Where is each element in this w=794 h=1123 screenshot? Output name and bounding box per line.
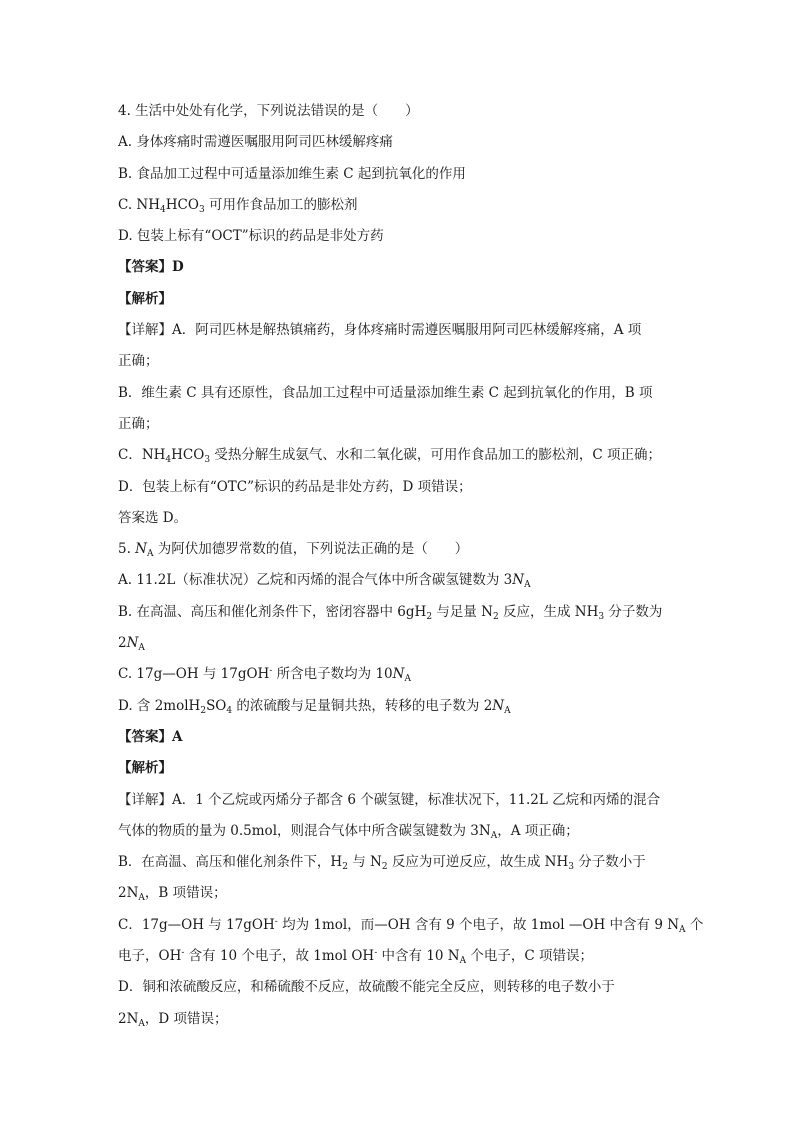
q4-detail-a-line2: 正确； bbox=[118, 353, 159, 370]
q4-option-b: B. 食品加工过程中可适量添加维生素 C 起到抗氧化的作用 bbox=[118, 165, 466, 182]
q5-detail-a-line2: 气体的物质的量为 0.5mol，则混合气体中所含碳氢键数为 $3N_A$，A 项正确； bbox=[118, 822, 579, 841]
q4-option-c: C. $NH_4HCO_3$ 可用作食品加工的膨松剂 bbox=[118, 196, 358, 215]
q4-detail-b-line2: 正确； bbox=[118, 415, 159, 432]
q5-detail-c-line2: 电子，OH- 含有 10 个电子，故 1mol OH- 中含有 10 $N_A$ 个电子，C 项错误； bbox=[118, 948, 594, 967]
document-page bbox=[118, 100, 704, 1039]
q5-detail-b-line2: $2N_A$，B 项错误； bbox=[118, 885, 227, 904]
q4-analysis-label: 【解析】 bbox=[118, 290, 172, 307]
q4-detail-a-line1: 【详解】A．阿司匹林是解热镇痛药，身体疼痛时需遵医嘱服用阿司匹林缓解疼痛，A 项 bbox=[118, 322, 642, 339]
q5-stem: 5. $N_A$ 为阿伏加德罗常数的值，下列说法正确的是（ ） bbox=[118, 541, 469, 560]
q5-option-b-line1: B. 在高温、高压和催化剂条件下，密闭容器中 $6gH_2$ 与足量 $N_2$ 反应，生成 $NH_3$ 分子数为 bbox=[118, 603, 663, 622]
q4-answer: 【答案】D bbox=[118, 259, 184, 276]
q5-answer: 【答案】A bbox=[118, 728, 183, 745]
q5-analysis-label: 【解析】 bbox=[118, 760, 172, 777]
q5-option-b-line2: $2N_A$ bbox=[118, 635, 145, 654]
q5-detail-d-line1: D．铜和浓硫酸反应，和稀硫酸不反应，故硫酸不能完全反应，则转移的电子数小于 bbox=[118, 979, 615, 996]
q4-stem: 4. 生活中处处有化学，下列说法错误的是（ ） bbox=[118, 103, 419, 119]
q5-detail-c-line1: C．17g—OH 与 17gOH- 均为 1mol，而—OH 含有 9 个电子，故 1mol —OH 中含有 9 $N_A$ 个 bbox=[118, 916, 704, 935]
q5-detail-b-line1: B．在高温、高压和催化剂条件下，$H_2$ 与 $N_2$ 反应为可逆反应，故生成 $NH_3$ 分子数小于 bbox=[118, 854, 646, 873]
q4-detail-b-line1: B．维生素 C 具有还原性，食品加工过程中可适量添加维生素 C 起到抗氧化的作用，B 项 bbox=[118, 384, 653, 401]
q5-detail-d-line2: $2N_A$，D 项错误； bbox=[118, 1010, 228, 1029]
q5-detail-a-line1: 【详解】A．1 个乙烷或丙烯分子都含 6 个碳氢键，标准状况下，11.2L 乙烷和丙烯的混合 bbox=[118, 791, 661, 808]
q4-option-d: D. 包装上标有“OCT”标识的药品是非处方药 bbox=[118, 228, 384, 245]
q4-detail-d: D．包装上标有“OTC”标识的药品是非处方药，D 项错误； bbox=[118, 478, 472, 495]
q4-option-a: A. 身体疼痛时需遵医嘱服用阿司匹林缓解疼痛 bbox=[118, 134, 393, 151]
q5-option-d: D. 含 $2molH_2SO_4$ 的浓硫酸与足量铜共热，转移的电子数为 $2N_A$ bbox=[118, 697, 511, 716]
q4-conclusion: 答案选 D。 bbox=[118, 509, 188, 526]
q5-option-a: A. 11.2L（标准状况）乙烷和丙烯的混合气体中所含碳氢键数为 $3N_A$ bbox=[118, 572, 531, 591]
q4-detail-c: C．$NH_4HCO_3$ 受热分解生成氨气、水和二氧化碳，可用作食品加工的膨松剂，C 项正确； bbox=[118, 447, 661, 466]
q5-option-c: C. 17g—OH 与 17gOH- 所含电子数均为 $10N_A$ bbox=[118, 666, 411, 685]
